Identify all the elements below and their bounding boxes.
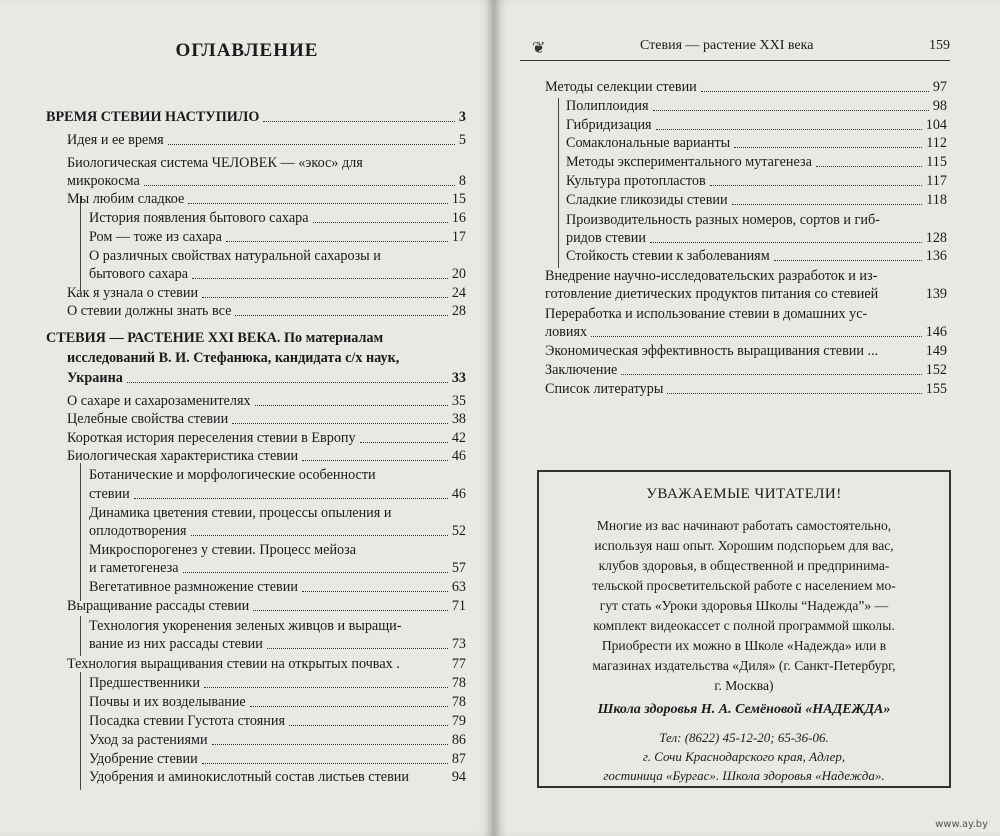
toc-entry[interactable]: Уход за растениями 86 xyxy=(89,732,466,748)
notice-line: клубов здоровья, в общественной и предпринима- xyxy=(598,558,890,573)
running-header xyxy=(520,38,950,58)
toc-entry[interactable]: Целебные свойства стевии 38 xyxy=(67,411,466,427)
toc-entry[interactable]: Украина 33 xyxy=(67,370,466,386)
watermark: www.ay.by xyxy=(935,819,988,830)
page-number: 149 xyxy=(925,343,947,359)
toc-entry[interactable]: О стевии должны знать все 28 xyxy=(67,303,466,319)
page-number: 112 xyxy=(926,135,947,151)
toc-entry[interactable]: Короткая история переселения стевии в Европу 42 xyxy=(67,430,466,446)
toc-entry[interactable]: стевии 46 xyxy=(89,486,466,502)
toc-entry-line: Микроспорогенез у стевии. Процесс мейоза xyxy=(89,542,357,558)
toc-entry[interactable]: Полиплоидия 98 xyxy=(566,98,947,114)
toc-entry[interactable]: ловиях 146 xyxy=(545,324,947,340)
toc-entry[interactable]: Почвы и их возделывание 78 xyxy=(89,694,466,710)
toc-entry-line: Ботанические и морфологические особенности xyxy=(89,467,376,483)
page-number: 71 xyxy=(451,598,466,614)
toc-entry-line: Переработка и использование стевии в домашних ус- xyxy=(545,306,868,322)
page-number: 8 xyxy=(458,173,466,189)
page-number: 24 xyxy=(451,285,466,301)
section-bar xyxy=(80,672,81,790)
page-number: 97 xyxy=(932,79,947,95)
page-number: 38 xyxy=(451,411,466,427)
page-number: 33 xyxy=(451,370,466,386)
toc-entry[interactable]: Культура протопластов 117 xyxy=(566,173,947,189)
section-bar xyxy=(80,196,81,291)
page-number: 118 xyxy=(926,192,947,208)
toc-entry[interactable]: готовление диетических продуктов питания со стевией 139 xyxy=(545,286,947,302)
page-number: 146 xyxy=(925,324,947,340)
page-number: 46 xyxy=(451,448,466,464)
page-number: 35 xyxy=(451,393,466,409)
notice-line: гут стать «Уроки здоровья Школы “Надежда”» — xyxy=(599,598,889,613)
toc-entry[interactable]: Гибридизация 104 xyxy=(566,117,947,133)
notice-line: г. Москва) xyxy=(714,678,774,693)
ornament-icon: ❦ xyxy=(532,40,546,57)
notice-line: тельской просветительской работе с населением мо- xyxy=(592,578,896,593)
toc-entry[interactable]: ридов стевии 128 xyxy=(566,230,947,246)
toc-entry[interactable]: Предшественники 78 xyxy=(89,675,466,691)
page-number: 52 xyxy=(451,523,466,539)
toc-entry[interactable]: Вегетативное размножение стевии 63 xyxy=(89,579,466,595)
notice-contact: гостиница «Бургас». Школа здоровья «Надежда». xyxy=(603,768,885,783)
toc-entry-line: Технология укоренения зеленых живцов и выращи- xyxy=(89,618,402,634)
running-title: Стевия — растение XXI века xyxy=(640,38,814,53)
page-number: 5 xyxy=(458,132,466,148)
page-number: 155 xyxy=(925,381,947,397)
toc-entry[interactable]: Стойкость стевии к заболеваниям 136 xyxy=(566,248,947,264)
notice-contact: г. Сочи Краснодарского края, Адлер, xyxy=(642,749,846,764)
header-rule xyxy=(520,60,950,61)
page-number-header: 159 xyxy=(929,38,950,53)
page-number: 63 xyxy=(451,579,466,595)
left-page xyxy=(0,0,494,836)
page-number: 78 xyxy=(451,694,466,710)
toc-entry-line: СТЕВИЯ — РАСТЕНИЕ XXI ВЕКА. По материалам xyxy=(46,330,384,346)
toc-entry[interactable]: Заключение 152 xyxy=(545,362,947,378)
page-number: 94 xyxy=(451,769,466,785)
toc-entry[interactable]: ВРЕМЯ СТЕВИИ НАСТУПИЛО 3 xyxy=(46,109,466,125)
toc-entry[interactable]: вание из них рассады стевии 73 xyxy=(89,636,466,652)
toc-entry[interactable]: Мы любим сладкое 15 xyxy=(67,191,466,207)
toc-entry-line: О различных свойствах натуральной сахарозы и xyxy=(89,248,381,264)
toc-entry[interactable]: История появления бытового сахара 16 xyxy=(89,210,466,226)
toc-entry-line: Производительность разных номеров, сортов и гиб- xyxy=(566,212,880,228)
toc-entry[interactable]: Идея и ее время 5 xyxy=(67,132,466,148)
page-number: 139 xyxy=(925,286,947,302)
toc-entry[interactable]: Выращивание рассады стевии 71 xyxy=(67,598,466,614)
toc-entry[interactable]: Удобрения и аминокислотный состав листьев стевии 94 xyxy=(89,769,466,785)
toc-entry[interactable]: Ром — тоже из сахара 17 xyxy=(89,229,466,245)
toc-entry[interactable]: бытового сахара 20 xyxy=(89,266,466,282)
toc-entry[interactable]: Сладкие гликозиды стевии 118 xyxy=(566,192,947,208)
notice-heading: УВАЖАЕМЫЕ ЧИТАТЕЛИ! xyxy=(646,486,842,502)
page-number: 87 xyxy=(451,751,466,767)
toc-entry[interactable]: Методы селекции стевии 97 xyxy=(545,79,947,95)
toc-entry[interactable]: Как я узнала о стевии 24 xyxy=(67,285,466,301)
toc-entry[interactable]: Сомаклональные варианты 112 xyxy=(566,135,947,151)
page-number: 57 xyxy=(451,560,466,576)
notice-contact: Тел: (8622) 45-12-20; 65-36-06. xyxy=(659,730,829,745)
toc-entry[interactable]: Биологическая характеристика стевии 46 xyxy=(67,448,466,464)
page-number: 73 xyxy=(451,636,466,652)
toc-entry-line: исследований В. И. Стефанюка, кандидата с/х наук, xyxy=(67,350,400,366)
page-number: 3 xyxy=(458,109,466,125)
toc-entry-line: Внедрение научно-исследовательских разработок и из- xyxy=(545,268,878,284)
page-title: ОГЛАВЛЕНИЕ xyxy=(175,40,319,61)
notice-line: магазинах издательства «Диля» (г. Санкт-Петербург, xyxy=(592,658,896,673)
toc-entry-line: Динамика цветения стевии, процессы опыления и xyxy=(89,505,392,521)
toc-entry[interactable]: оплодотворения 52 xyxy=(89,523,466,539)
page-number: 128 xyxy=(925,230,947,246)
page-number: 28 xyxy=(451,303,466,319)
toc-entry[interactable]: Экономическая эффективность выращивания стевии ... 149 xyxy=(545,343,947,359)
page-number: 17 xyxy=(451,229,466,245)
page-number: 86 xyxy=(451,732,466,748)
page-number: 104 xyxy=(925,117,947,133)
page-number: 15 xyxy=(451,191,466,207)
section-bar xyxy=(80,616,81,656)
page-number: 77 xyxy=(451,656,466,672)
toc-entry[interactable]: Методы экспериментального мутагенеза 115 xyxy=(566,154,947,170)
notice-line: комплект видеокассет с полной программой школы. xyxy=(593,618,895,633)
section-bar xyxy=(80,463,81,601)
notice-signature: Школа здоровья Н. А. Семёновой «НАДЕЖДА» xyxy=(597,702,891,717)
page-number: 42 xyxy=(451,430,466,446)
page-number: 117 xyxy=(926,173,947,189)
page-number: 136 xyxy=(925,248,947,264)
toc-entry[interactable]: Удобрение стевии 87 xyxy=(89,751,466,767)
toc-entry[interactable]: Посадка стевии Густота стояния 79 xyxy=(89,713,466,729)
toc-entry[interactable]: микрокосма 8 xyxy=(67,173,466,189)
toc-entry[interactable]: О сахаре и сахарозаменителях 35 xyxy=(67,393,466,409)
reader-notice-box xyxy=(537,470,951,788)
page-number: 152 xyxy=(925,362,947,378)
page-number: 79 xyxy=(451,713,466,729)
notice-line: Многие из вас начинают работать самостоятельно, xyxy=(596,518,892,533)
toc-entry-line: Биологическая система ЧЕЛОВЕК — «экос» для xyxy=(67,155,363,171)
toc-entry[interactable]: и гаметогенеза 57 xyxy=(89,560,466,576)
page-number: 46 xyxy=(451,486,466,502)
page-number: 115 xyxy=(926,154,947,170)
notice-line: Приобрести их можно в Школе «Надежда» или в xyxy=(601,638,887,653)
toc-entry[interactable]: Список литературы 155 xyxy=(545,381,947,397)
page-number: 20 xyxy=(451,266,466,282)
section-bar xyxy=(558,98,559,268)
page-number: 98 xyxy=(932,98,947,114)
page-number: 78 xyxy=(451,675,466,691)
page-number: 16 xyxy=(451,210,466,226)
toc-entry[interactable]: Технология выращивания стевии на открытых почвах . 77 xyxy=(67,656,466,672)
notice-line: используя наш опыт. Хорошим подспорьем для вас, xyxy=(594,538,894,553)
